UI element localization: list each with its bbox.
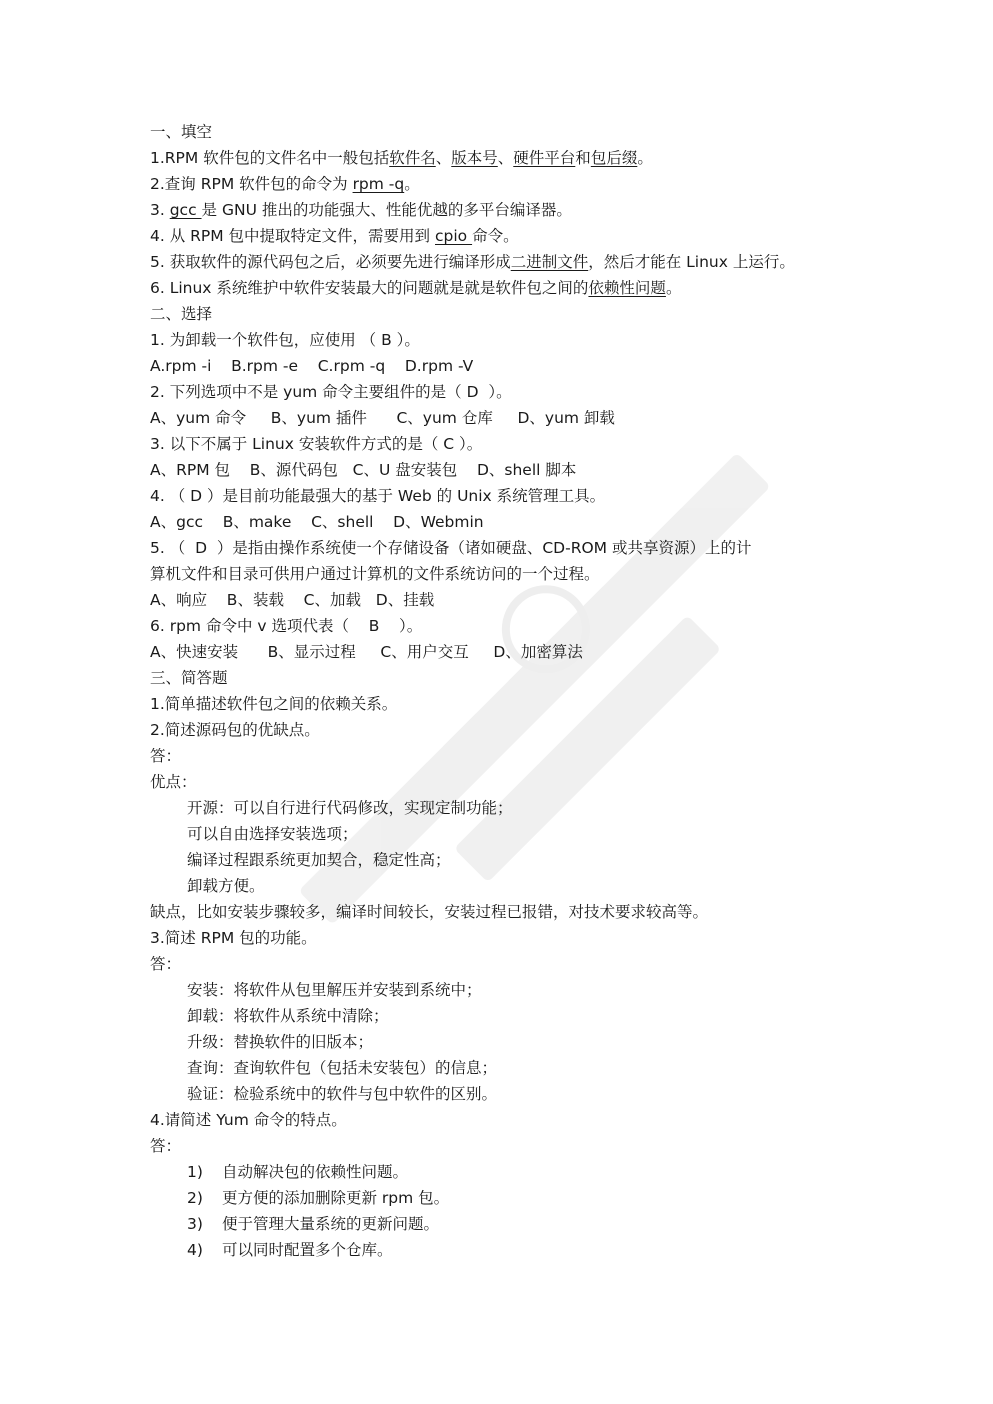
text-segment: 缺点，比如安装步骤较多，编译时间较长，安装过程已报错，对技术要求较高等。	[150, 903, 709, 921]
document-body	[150, 119, 910, 1263]
text-segment: 。	[637, 149, 653, 167]
text-line	[150, 639, 910, 665]
text-segment: 优点：	[150, 773, 197, 791]
text-segment: 编译过程跟系统更加契合，稳定性高；	[187, 851, 451, 869]
text-segment: 验证：检验系统中的软件与包中软件的区别。	[187, 1085, 498, 1103]
text-line	[150, 1107, 910, 1133]
list-number: 2)	[187, 1189, 203, 1207]
text-segment: ，然后才能在 Linux 上运行。	[588, 253, 795, 271]
text-segment: 安装：将软件从包里解压并安装到系统中；	[187, 981, 482, 999]
list-number: 1)	[187, 1163, 203, 1181]
text-line	[150, 197, 910, 223]
text-segment: A、yum 命令 B、yum 插件 C、yum 仓库 D、yum 卸载	[150, 409, 615, 427]
list-number: 3)	[187, 1215, 203, 1233]
text-segment: 查询：查询软件包（包括未安装包）的信息；	[187, 1059, 498, 1077]
text-line	[150, 769, 910, 795]
text-line	[150, 145, 910, 171]
text-line	[150, 795, 910, 821]
text-line	[150, 275, 910, 301]
text-line	[150, 327, 910, 353]
answer-blank: 依赖性问题	[588, 279, 666, 297]
text-line	[150, 457, 910, 483]
text-segment: 可以自由选择安装选项；	[187, 825, 358, 843]
text-segment: 。	[665, 279, 682, 297]
text-segment: 、	[435, 149, 452, 167]
text-line	[150, 223, 910, 249]
text-line	[150, 405, 910, 431]
text-segment: 可以同时配置多个仓库。	[222, 1241, 393, 1259]
text-segment: 和	[575, 149, 591, 167]
text-line	[150, 899, 910, 925]
text-segment: 卸载：将软件从系统中清除；	[187, 1007, 389, 1025]
text-line	[150, 977, 910, 1003]
text-line	[150, 587, 910, 613]
text-line	[150, 873, 910, 899]
text-segment: 5. （ D ）是指由操作系统使一个存储设备（诸如硬盘、CD-ROM 或共享资源）上的计	[150, 539, 752, 557]
text-segment: A、gcc B、make C、shell D、Webmin	[150, 513, 484, 531]
text-line	[150, 1159, 910, 1185]
text-segment: 卸载方便。	[187, 877, 265, 895]
text-segment: 升级：替换软件的旧版本；	[187, 1033, 374, 1051]
text-line	[150, 431, 910, 457]
text-line	[150, 821, 910, 847]
text-segment: 3.简述 RPM 包的功能。	[150, 929, 317, 947]
text-segment: 3.	[150, 201, 170, 219]
text-line	[150, 301, 910, 327]
text-segment: 是 GNU 推出的功能强大、性能优越的多平台编译器。	[201, 201, 572, 219]
text-segment: 5. 获取软件的源代码包之后，必须要先进行编译形成	[150, 253, 511, 271]
text-line	[150, 1237, 910, 1263]
text-segment: 6. rpm 命令中 v 选项代表（ B ）。	[150, 617, 423, 635]
list-number: 4)	[187, 1241, 203, 1259]
text-line	[150, 925, 910, 951]
text-segment: 答：	[150, 955, 182, 973]
text-line	[150, 249, 910, 275]
text-segment: 6. Linux 系统维护中软件安装最大的问题就是就是软件包之间的	[150, 279, 589, 297]
answer-blank: 二进制文件	[510, 253, 589, 271]
text-line	[150, 743, 910, 769]
text-segment: 二、选择	[150, 305, 213, 323]
text-line	[150, 1029, 910, 1055]
text-line	[150, 1081, 910, 1107]
text-segment: 2.查询 RPM 软件包的命令为	[150, 175, 353, 193]
text-segment: 。	[404, 175, 420, 193]
text-segment: 1.简单描述软件包之间的依赖关系。	[150, 695, 398, 713]
text-line	[150, 483, 910, 509]
answer-blank: 软件名	[389, 149, 436, 167]
text-segment: 更方便的添加删除更新 rpm 包。	[222, 1189, 450, 1207]
text-line	[150, 561, 910, 587]
text-segment: 便于管理大量系统的更新问题。	[222, 1215, 440, 1233]
text-line	[150, 1211, 910, 1237]
text-line	[150, 1055, 910, 1081]
text-line	[150, 119, 910, 145]
text-line	[150, 535, 910, 561]
text-segment: 一、填空	[150, 123, 213, 141]
text-line	[150, 665, 910, 691]
text-segment: 、	[497, 149, 514, 167]
text-segment: 答：	[150, 1137, 182, 1155]
text-line	[150, 691, 910, 717]
answer-blank: cpio	[435, 227, 473, 245]
text-line	[150, 171, 910, 197]
answer-blank: 包后缀	[590, 149, 638, 167]
text-segment: 开源：可以自行进行代码修改，实现定制功能；	[187, 799, 513, 817]
answer-blank: rpm -q	[352, 175, 405, 193]
text-segment: 1.RPM 软件包的文件名中一般包括	[150, 149, 390, 167]
text-segment: 3. 以下不属于 Linux 安装软件方式的是（ C ）。	[150, 435, 483, 453]
text-segment: 2.简述源码包的优缺点。	[150, 721, 320, 739]
text-segment: A、快速安装 B、显示过程 C、用户交互 D、加密算法	[150, 643, 583, 661]
text-segment: 1. 为卸载一个软件包，应使用 （ B ）。	[150, 331, 420, 349]
text-segment: 4.请简述 Yum 命令的特点。	[150, 1111, 347, 1129]
text-segment: A、响应 B、装载 C、加载 D、挂载	[150, 591, 435, 609]
text-line	[150, 1003, 910, 1029]
text-segment: A.rpm -i B.rpm -e C.rpm -q D.rpm -V	[150, 357, 474, 375]
answer-blank: 硬件平台	[513, 149, 576, 167]
text-line	[150, 379, 910, 405]
text-line	[150, 717, 910, 743]
text-line	[150, 1185, 910, 1211]
text-segment: 2. 下列选项中不是 yum 命令主要组件的是（ D ）。	[150, 383, 512, 401]
text-segment: 4. （ D ）是目前功能最强大的基于 Web 的 Unix 系统管理工具。	[150, 487, 606, 505]
text-segment: 自动解决包的依赖性问题。	[222, 1163, 409, 1181]
text-segment: 4. 从 RPM 包中提取特定文件，需要用到	[150, 227, 435, 245]
text-segment: 算机文件和目录可供用户通过计算机的文件系统访问的一个过程。	[150, 565, 600, 583]
text-line	[150, 353, 910, 379]
answer-blank: 版本号	[451, 149, 498, 167]
text-line	[150, 613, 910, 639]
text-line	[150, 1133, 910, 1159]
text-line	[150, 847, 910, 873]
text-line	[150, 509, 910, 535]
answer-blank: gcc	[169, 201, 202, 219]
text-line	[150, 951, 910, 977]
text-segment: 三、简答题	[150, 669, 228, 687]
text-segment: 命令。	[472, 227, 519, 245]
text-segment: 答：	[150, 747, 182, 765]
text-segment: A、RPM 包 B、源代码包 C、U 盘安装包 D、shell 脚本	[150, 461, 577, 479]
